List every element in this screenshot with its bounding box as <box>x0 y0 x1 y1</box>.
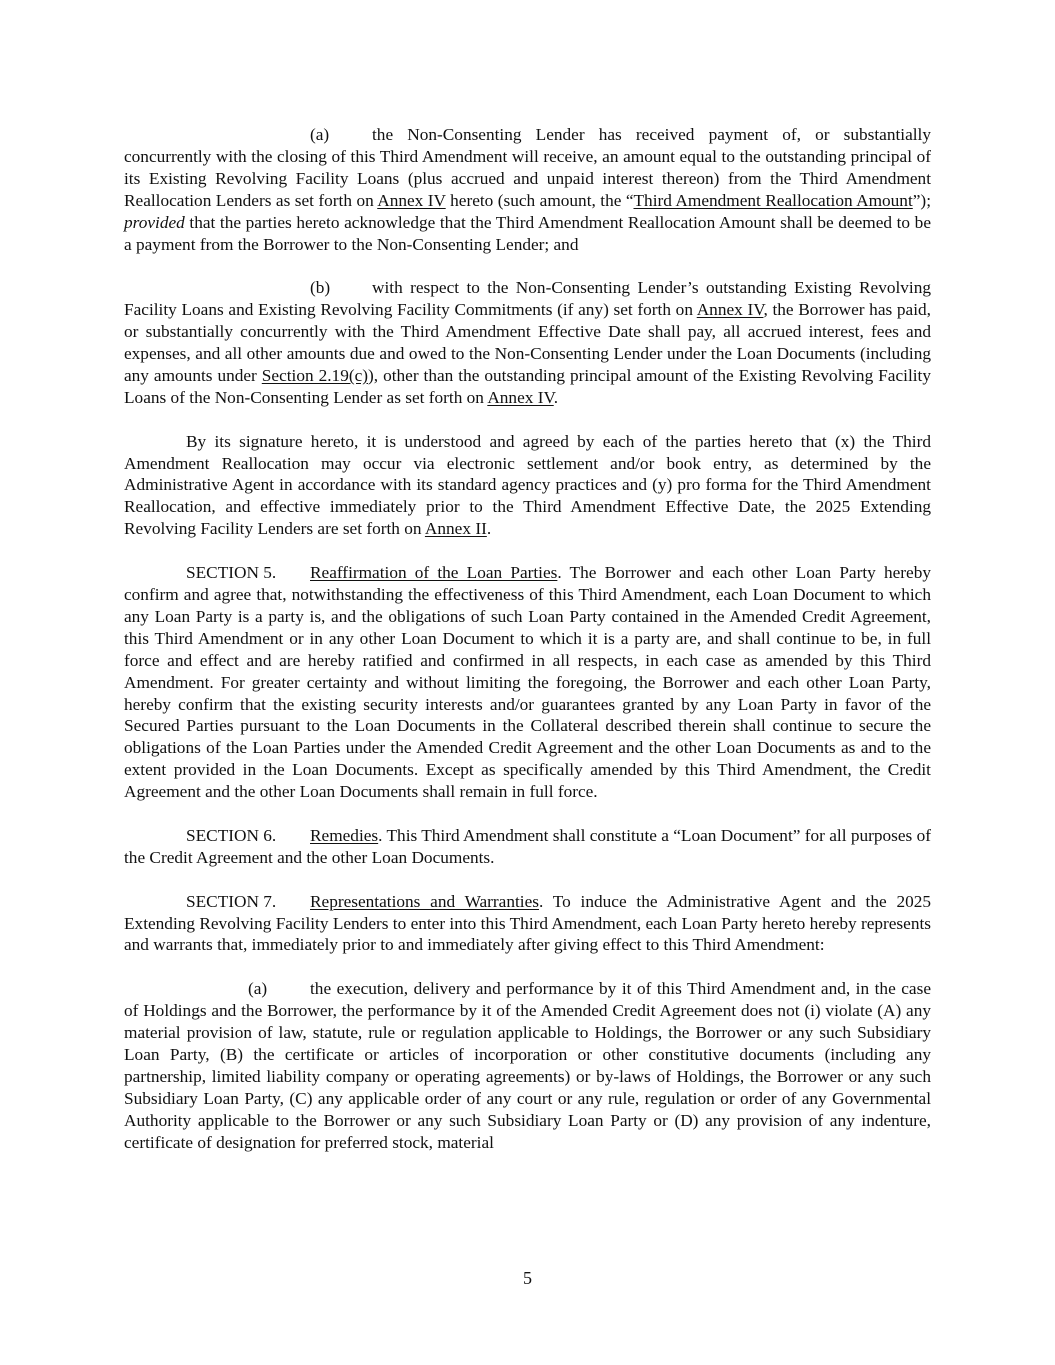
paragraph-text: ), other than the outstanding principal amount of the Existing Revolving Facility Loans of the Non-Consenting Lender as set forth on <box>124 365 931 407</box>
section-6 <box>124 825 931 869</box>
section-reference: Section 2.19(c) <box>261 365 369 385</box>
section-label: SECTION 6. <box>186 825 277 845</box>
paragraph-b-interest-fees <box>124 277 931 408</box>
section-5 <box>124 562 931 803</box>
paragraph-text: ”); <box>912 190 931 210</box>
clause-label: (a) <box>248 979 268 999</box>
italic-term: provided <box>124 212 185 232</box>
section-label: SECTION 5. <box>186 563 277 583</box>
paragraph-text: that the parties hereto acknowledge that the Third Amendment Reallocation Amount shall be deemed to be a payment from the Borrower to the Non-Consenting Lender; and <box>124 212 931 254</box>
paragraph-text: , the Borrower has paid, or substantially concurrently with the Third Amendment Effective Date shall pay, all accrued interest, fees and expenses, and all other amounts due and owed to the Non-Consenting Lender under the Loan Documents (including any amounts under <box>124 300 931 385</box>
annex-iv-reference: Annex IV <box>696 300 764 320</box>
paragraph-7a-execution <box>124 978 931 1153</box>
defined-term: Third Amendment Reallocation Amount <box>633 190 913 210</box>
paragraph-signature-agreement <box>124 431 931 541</box>
paragraph-text: with respect to the Non-Consenting Lender’s outstanding Existing Revolving Facility Loans and Existing Revolving Facility Commitments (if any) set forth on <box>124 278 931 320</box>
paragraph-text: hereto (such amount, the “ <box>445 190 634 210</box>
clause-label: (a) <box>310 125 330 144</box>
section-heading: Remedies <box>310 825 379 845</box>
section-label: SECTION 7. <box>186 891 277 911</box>
clause-label: (b) <box>310 278 331 298</box>
page-number: 5 <box>523 1268 532 1288</box>
paragraph-text: the Non-Consenting Lender has received payment of, or substantially concurrently with the closing of this Third Amendment will receive, an amount equal to the outstanding principal of its Existing Revolving Facility Loans (plus accrued and unpaid interest thereon) from the Third Amendment Reallocation Lenders as set forth on <box>124 125 931 210</box>
paragraph-text: . <box>486 519 492 539</box>
annex-ii-reference: Annex II <box>424 519 487 539</box>
section-text: . This Third Amendment shall constitute a “Loan Document” for all purposes of the Credit Agreement and the other Loan Documents. <box>124 825 931 867</box>
annex-iv-reference: Annex IV <box>487 387 554 407</box>
section-text: . To induce the Administrative Agent and the 2025 Extending Revolving Facility Lenders to enter into this Third Amendment, each Loan Party hereto hereby represents and warrants that, immediately prior to and immediately after giving effect to this Third Amendment: <box>124 891 932 955</box>
annex-iv-reference: Annex IV <box>377 190 446 210</box>
section-text: . The Borrower and each other Loan Party hereby confirm and agree that, notwithstanding the effectiveness of this Third Amendment, each Loan Document to which any Loan Party is a party is, and the obligations of such Loan Party contained in the Amended Credit Agreement, this Third Amendment or in any other Loan Document to which it is a party are, and shall continue to be, in full force and effect and are hereby ratified and confirmed in all respects, in each case as amended by this Third Amendment. For greater certainty and without limiting the foregoing, the Borrower and each other Loan Party, hereby confirm that the existing security interests and/or guarantees granted by any Loan Party in favor of the Secured Parties pursuant to the Loan Documents in the Collateral described therein shall continue to secure the obligations of the Loan Parties under the Amended Credit Agreement and the other Loan Documents as and to the extent provided in the Loan Documents. Except as specifically amended by this Third Amendment, the Credit Agreement and the other Loan Documents shall remain in full force. <box>124 563 931 802</box>
section-heading: Representations and Warranties <box>310 891 539 911</box>
document-page <box>124 124 931 1175</box>
paragraph-text: By its signature hereto, it is understood and agreed by each of the parties hereto that (x) the Third Amendment Reallocation may occur via electronic settlement and/or book entry, as determined by the Administrative Agent in accordance with its standard agency practices and (y) pro forma for the Third Amendment Reallocation, and effective immediately prior to the Third Amendment Effective Date, the 2025 Extending Revolving Facility Lenders are set forth on <box>124 431 931 539</box>
paragraph-a-reallocation <box>124 124 931 255</box>
section-heading: Reaffirmation of the Loan Parties <box>310 563 558 583</box>
paragraph-text: . <box>553 387 559 407</box>
section-7 <box>124 891 931 957</box>
paragraph-text: the execution, delivery and performance by it of this Third Amendment and, in the case of Holdings and the Borrower, the performance by it of the Amended Credit Agreement does not (i) violate (A) any material provision of law, statute, rule or regulation applicable to Holdings, the Borrower or any such Subsidiary Loan Party, (B) the certificate or articles of incorporation or other constitutive documents (including any partnership, limited liability company or operating agreements) or by-laws of Holdings, the Borrower or any such Subsidiary Loan Party, (C) any applicable order of any court or any rule, regulation or order of any Governmental Authority applicable to the Borrower or any such Subsidiary Loan Party or (D) any provision of any indenture, certificate of designation for preferred stock, material <box>124 979 931 1152</box>
